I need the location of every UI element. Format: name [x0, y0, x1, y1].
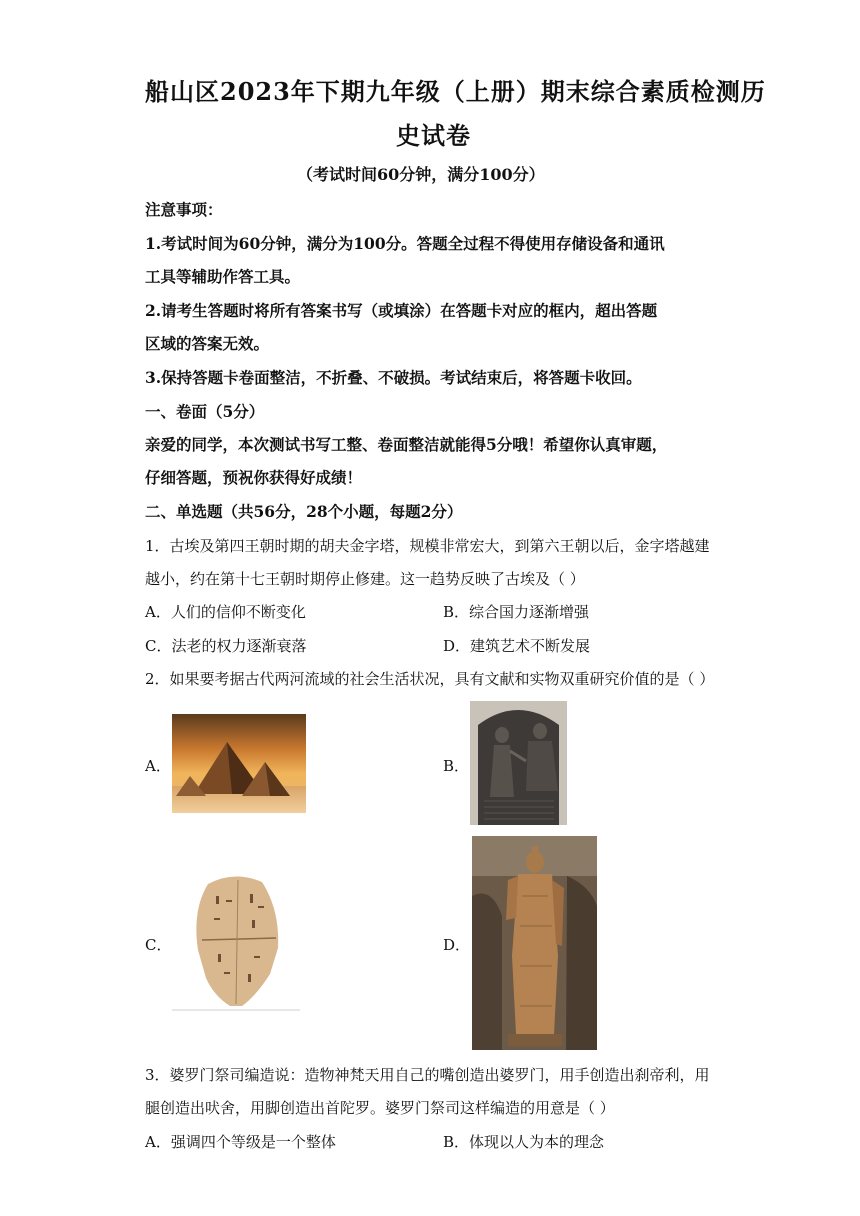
section2-heading: 二、单选题（共56分，28个小题，每题2分） — [145, 502, 463, 521]
page-title-line1: 船山区2023年下期九年级（上册）期末综合素质检测历 — [145, 77, 766, 106]
q3-stem-line2: 腿创造出吠舍，用脚创造出首陀罗。婆罗门祭司这样编造的用意是（ ） — [145, 1099, 615, 1117]
q3-option-a: A．强调四个等级是一个整体 — [145, 1133, 336, 1151]
pyramids-image — [172, 714, 306, 813]
q2-stem: 2．如果要考据古代两河流域的社会生活状况，具有文献和实物双重研究价值的是（ ） — [145, 670, 715, 688]
q1-option-b: B．综合国力逐渐增强 — [443, 603, 590, 621]
note-2-line1: 2.请考生答题时将所有答案书写（或填涂）在答题卡对应的框内，超出答题 — [145, 301, 658, 320]
section1-text-line2: 仔细答题，预祝你获得好成绩！ — [145, 468, 363, 487]
notes-heading: 注意事项： — [145, 200, 223, 219]
section1-text-line1: 亲爱的同学，本次测试书写工整、卷面整洁就能得5分哦！希望你认真审题， — [145, 435, 668, 454]
q2-option-c-label: C． — [145, 936, 172, 954]
exam-info-subtitle: （考试时间60分钟，满分100分） — [297, 165, 545, 184]
hammurabi-stele-image — [470, 701, 567, 825]
q3-stem-line1: 3．婆罗门祭司编造说：造物神梵天用自己的嘴创造出婆罗门，用手创造出刹帝利，用 — [145, 1066, 710, 1084]
q1-option-d: D．建筑艺术不断发展 — [443, 637, 591, 655]
note-1-line1: 1.考试时间为60分钟，满分为100分。答题全过程不得使用存储设备和通讯 — [145, 234, 665, 253]
note-2-line2: 区域的答案无效。 — [145, 334, 270, 353]
section1-heading: 一、卷面（5分） — [145, 402, 265, 421]
q2-option-d-label: D． — [443, 936, 471, 954]
q3-option-b: B．体现以人为本的理念 — [443, 1133, 605, 1151]
note-3-line1: 3.保持答题卡卷面整洁，不折叠、不破损。考试结束后，将答题卡收回。 — [145, 368, 642, 387]
oracle-bone-image — [172, 870, 300, 1012]
q2-option-a-label: A． — [145, 757, 171, 775]
q1-stem-line1: 1．古埃及第四王朝时期的胡夫金字塔，规模非常宏大，到第六王朝以后，金字塔越建 — [145, 537, 710, 555]
page-title-line2: 史试卷 — [396, 121, 471, 150]
q1-option-c: C．法老的权力逐渐衰落 — [145, 637, 307, 655]
q1-option-a: A．人们的信仰不断变化 — [145, 603, 306, 621]
note-1-line2: 工具等辅助作答工具。 — [145, 267, 301, 286]
standing-buddha-image — [472, 836, 597, 1050]
q1-stem-line2: 越小，约在第十七王朝时期停止修建。这一趋势反映了古埃及（ ） — [145, 570, 585, 588]
q2-option-b-label: B． — [443, 757, 470, 775]
